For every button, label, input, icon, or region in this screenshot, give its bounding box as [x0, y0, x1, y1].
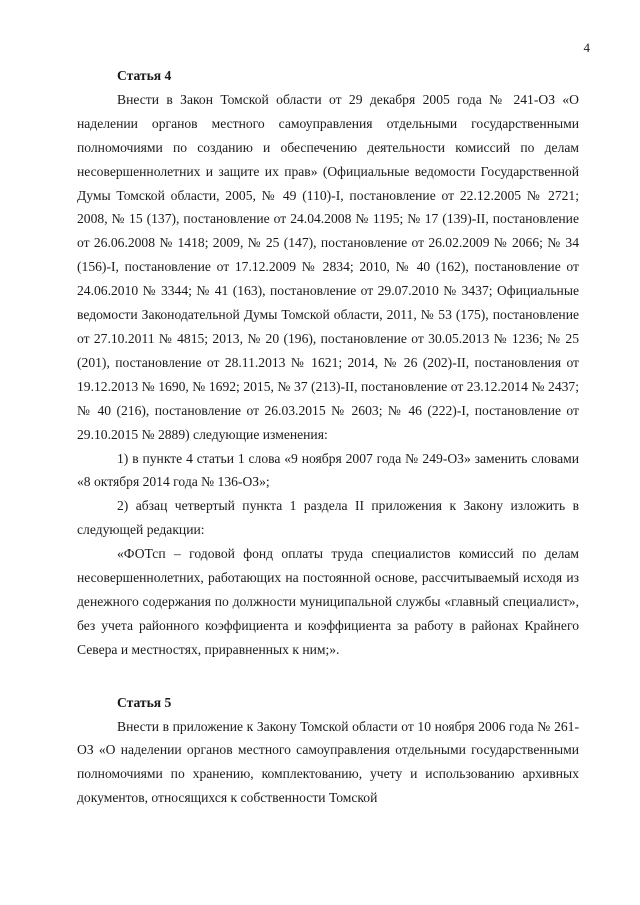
- section-spacer: [77, 662, 579, 691]
- article-5-heading: Статья 5: [117, 694, 172, 710]
- article-4-intro: Внести в Закон Томской области от 29 декабря 2005 года № 241-ОЗ «О наделении органов местного самоуправления отдельными государственными полномочиями по созданию и обеспечению деятельности комиссий по делам несовершеннолетних и защите их прав» (Официальные ведомости Государственной Думы Томской области, 2005, № 49 (110)-I, постановление от 22.12.2005 № 2721; 2008, № 15 (137), постановление от 24.04.2008 № 1195; № 17 (139)-II, постановление от 26.06.2008 № 1418; 2009, № 25 (147), постановление от 26.02.2009 № 2066; № 34 (156)-I, постановление от 17.12.2009 № 2834; 2010, № 40 (162), постановление от 24.06.2010 № 3344; № 41 (163), постановление от 29.07.2010 № 3437; Официальные ведомости Законодательной Думы Томской области, 2011, № 53 (175), постановление от 27.10.2011 № 4815; 2013, № 20 (196), постановление от 30.05.2013 № 1236; № 25 (201), постановление от 28.11.2013 № 1621; 2014, № 26 (202)-II, постановления от 19.12.2013 № 1690, № 1692; 2015, № 37 (213)-II, постановление от 23.12.2014 № 2437; № 40 (216), постановление от 26.03.2015 № 2603; № 46 (222)-I, постановление от 29.10.2015 № 2889) следующие изменения:: [77, 91, 579, 442]
- article-4-heading: Статья 4: [117, 68, 172, 83]
- article-4-item-1: 1) в пункте 4 статьи 1 слова «9 ноября 2007 года № 249-ОЗ» заменить словами «8 октября 2014 года № 136-ОЗ»;: [77, 450, 579, 490]
- article-5-intro: Внести в приложение к Закону Томской области от 10 ноября 2006 года № 261-ОЗ «О наделении органов местного самоуправления отдельными государственными полномочиями по хранению, комплектованию, учету и использованию архивных документов, относящихся к собственности Томской: [77, 718, 579, 806]
- document-body: [77, 64, 579, 810]
- page-number: 4: [583, 40, 590, 55]
- article-4-quote: «ФОТсп – годовой фонд оплаты труда специалистов комиссий по делам несовершеннолетних, работающих на постоянной основе, рассчитываемый исходя из денежного содержания по должности муниципальной службы «главный специалист», без учета районного коэффициента и коэффициента за работу в районах Крайнего Севера и местностях, приравненных к ним;».: [77, 546, 579, 657]
- article-4-item-2: 2) абзац четвертый пункта 1 раздела II приложения к Закону изложить в следующей редакции:: [77, 498, 579, 538]
